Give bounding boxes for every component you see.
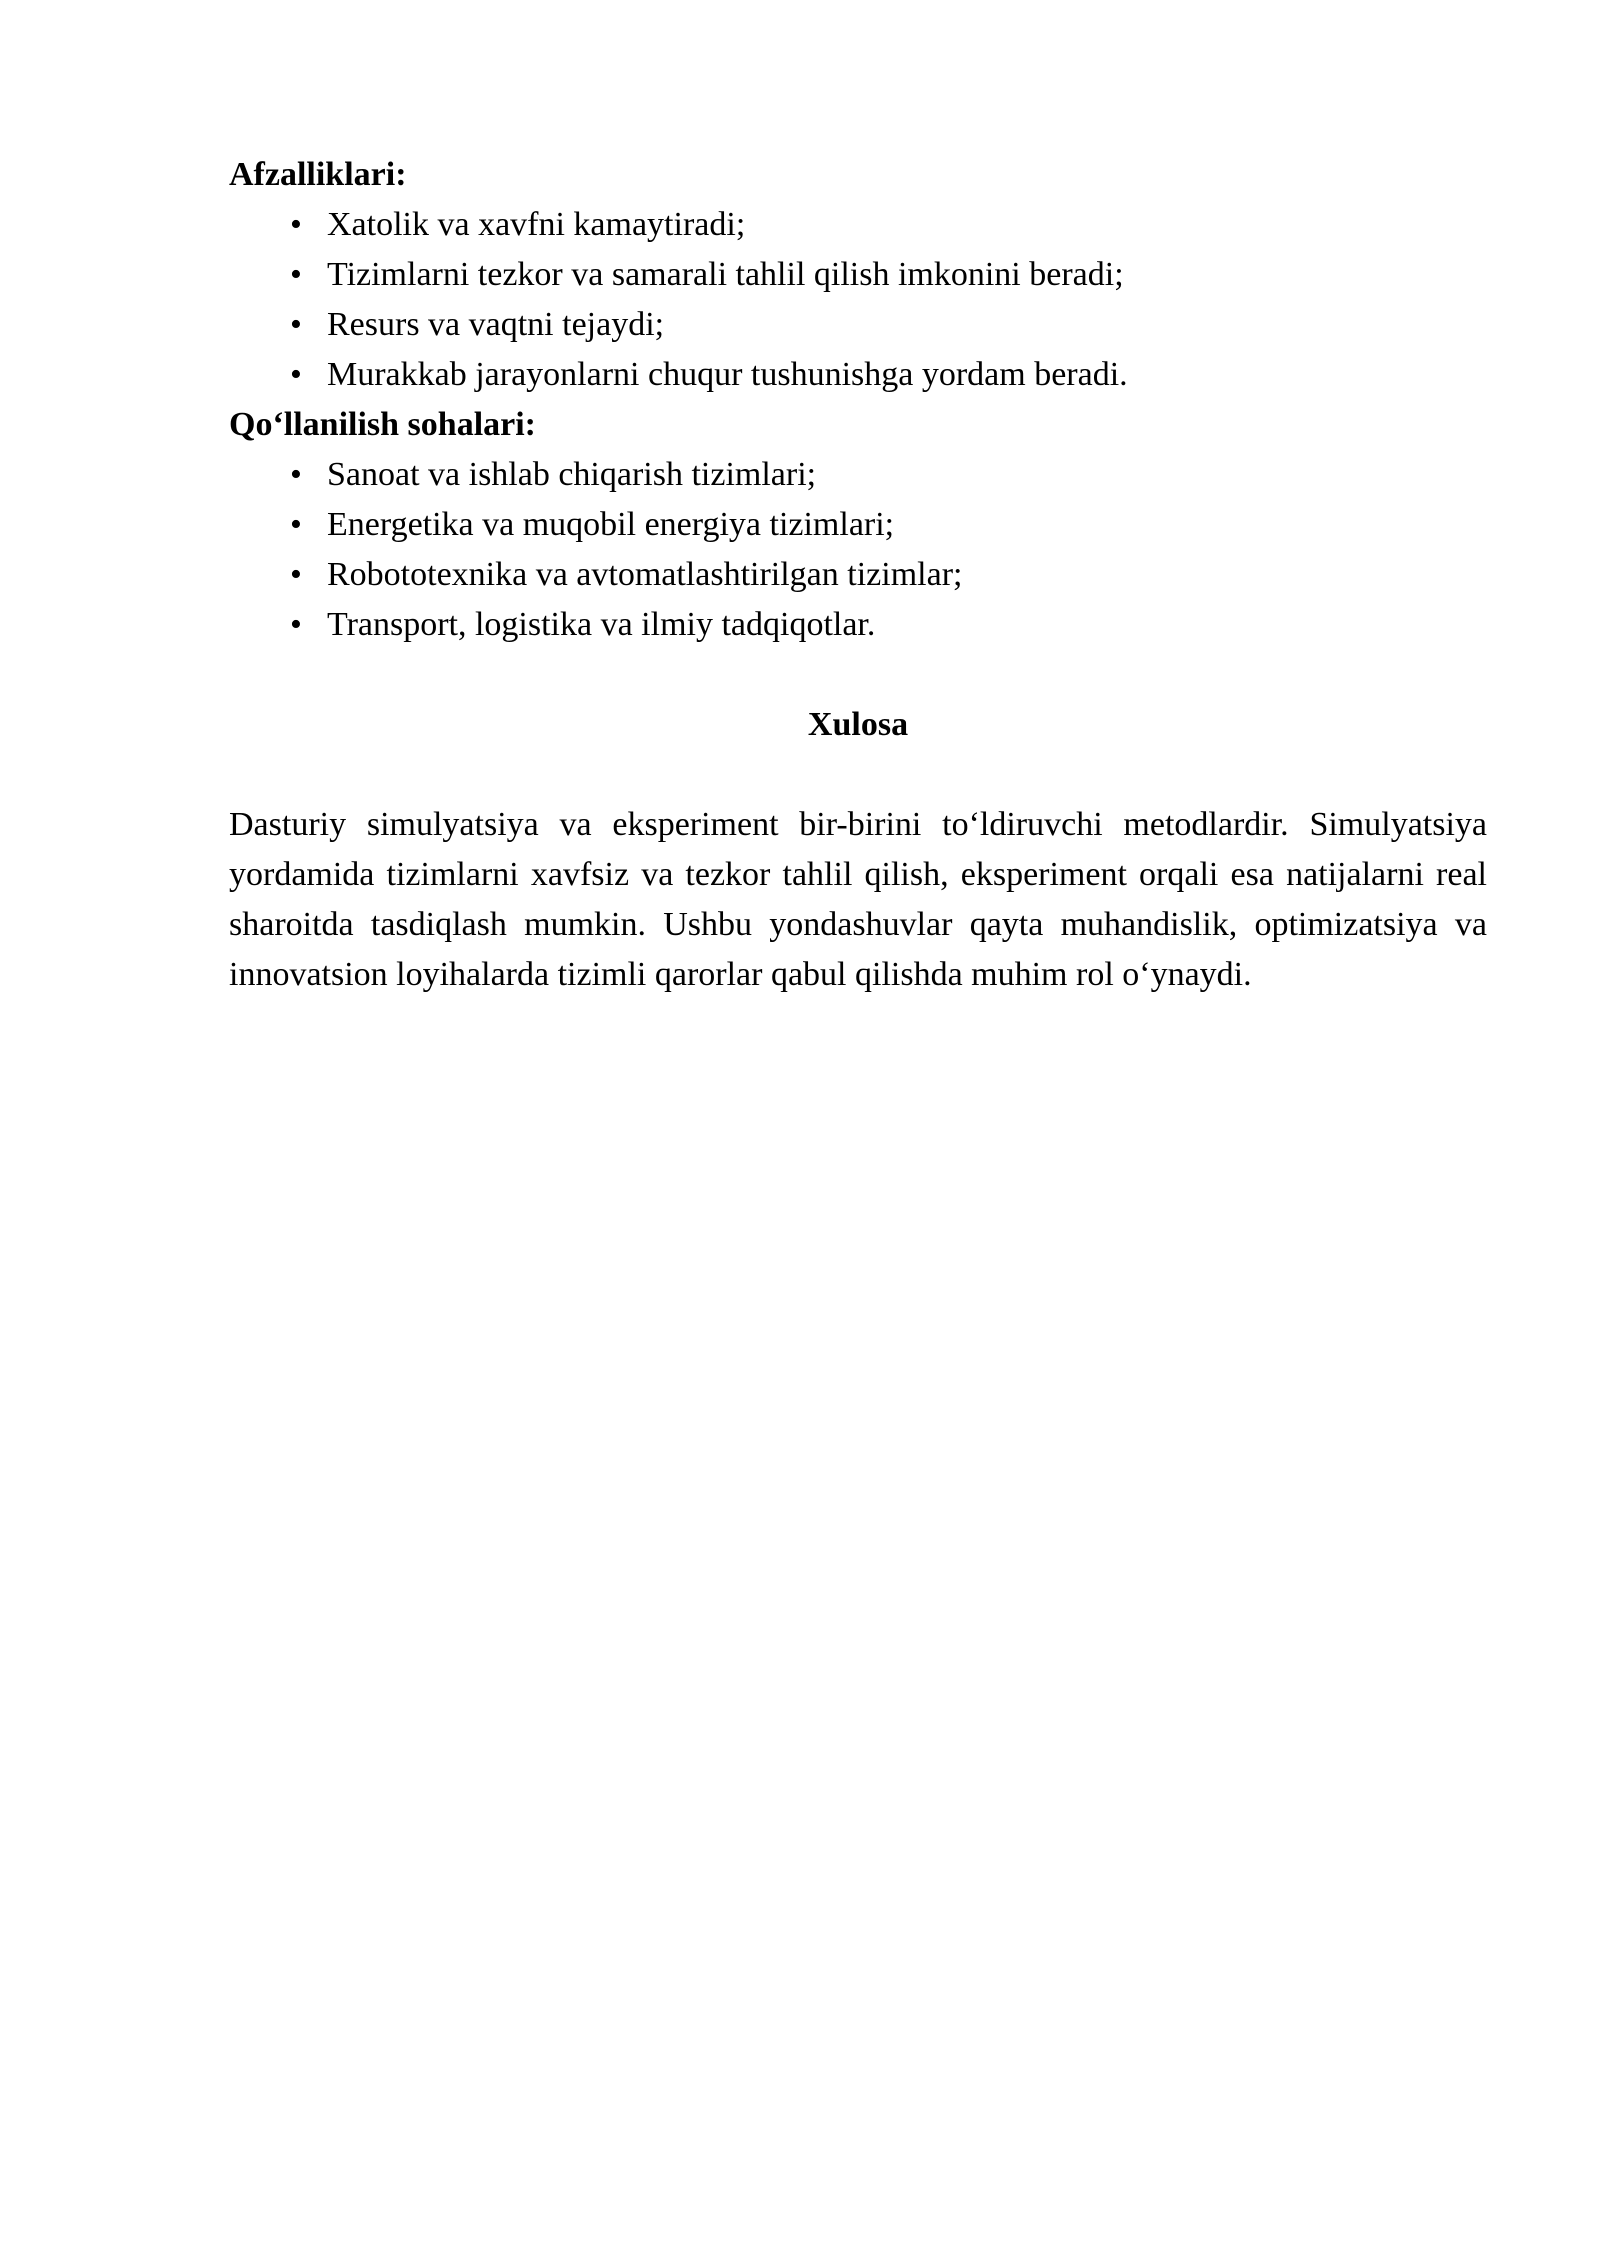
conclusion-paragraph: Dasturiy simulyatsiya va eksperiment bir-birini to‘ldiruvchi metodlardir. Simulyatsiya yordamida tizimlarni xavfsiz va tezkor tahlil qilish, eksperiment orqali esa natijalarni real sharoitda tasdiqlash mumkin. Ushbu yondashuvlar qayta muhandislik, optimizatsiya va innovatsion loyihalarda tizimli qarorlar qabul qilishda muhim rol o‘ynaydi. <box>229 806 1487 993</box>
advantages-list <box>229 200 1487 400</box>
list-item-text: Transport, logistika va ilmiy tadqiqotlar. <box>327 606 876 643</box>
applications-heading: Qo‘llanilish sohalari: <box>229 406 536 443</box>
list-item-text: Xatolik va xavfni kamaytiradi; <box>327 206 746 243</box>
bullet-icon: • <box>290 306 302 343</box>
bullet-icon: • <box>290 606 302 643</box>
list-item <box>229 350 1487 400</box>
bullet-icon: • <box>290 356 302 393</box>
applications-list <box>229 450 1487 650</box>
list-item <box>229 450 1487 500</box>
conclusion-title: Xulosa <box>807 706 909 743</box>
bullet-icon: • <box>290 556 302 593</box>
advantages-heading: Afzalliklari: <box>229 156 407 193</box>
bullet-icon: • <box>290 206 302 243</box>
list-item-text: Tizimlarni tezkor va samarali tahlil qilish imkonini beradi; <box>327 256 1124 293</box>
page-content <box>229 150 1487 993</box>
list-item-text: Sanoat va ishlab chiqarish tizimlari; <box>327 456 817 493</box>
list-item-text: Robototexnika va avtomatlashtirilgan tizimlar; <box>327 556 963 593</box>
bullet-icon: • <box>290 456 302 493</box>
list-item-text: Resurs va vaqtni tejaydi; <box>327 306 665 343</box>
bullet-icon: • <box>290 506 302 543</box>
list-item-text: Energetika va muqobil energiya tizimlari; <box>327 506 895 543</box>
list-item-text: Murakkab jarayonlarni chuqur tushunishga yordam beradi. <box>327 356 1128 393</box>
list-item <box>229 500 1487 550</box>
list-item <box>229 200 1487 250</box>
list-item <box>229 250 1487 300</box>
bullet-icon: • <box>290 256 302 293</box>
list-item <box>229 600 1487 650</box>
list-item <box>229 550 1487 600</box>
list-item <box>229 300 1487 350</box>
